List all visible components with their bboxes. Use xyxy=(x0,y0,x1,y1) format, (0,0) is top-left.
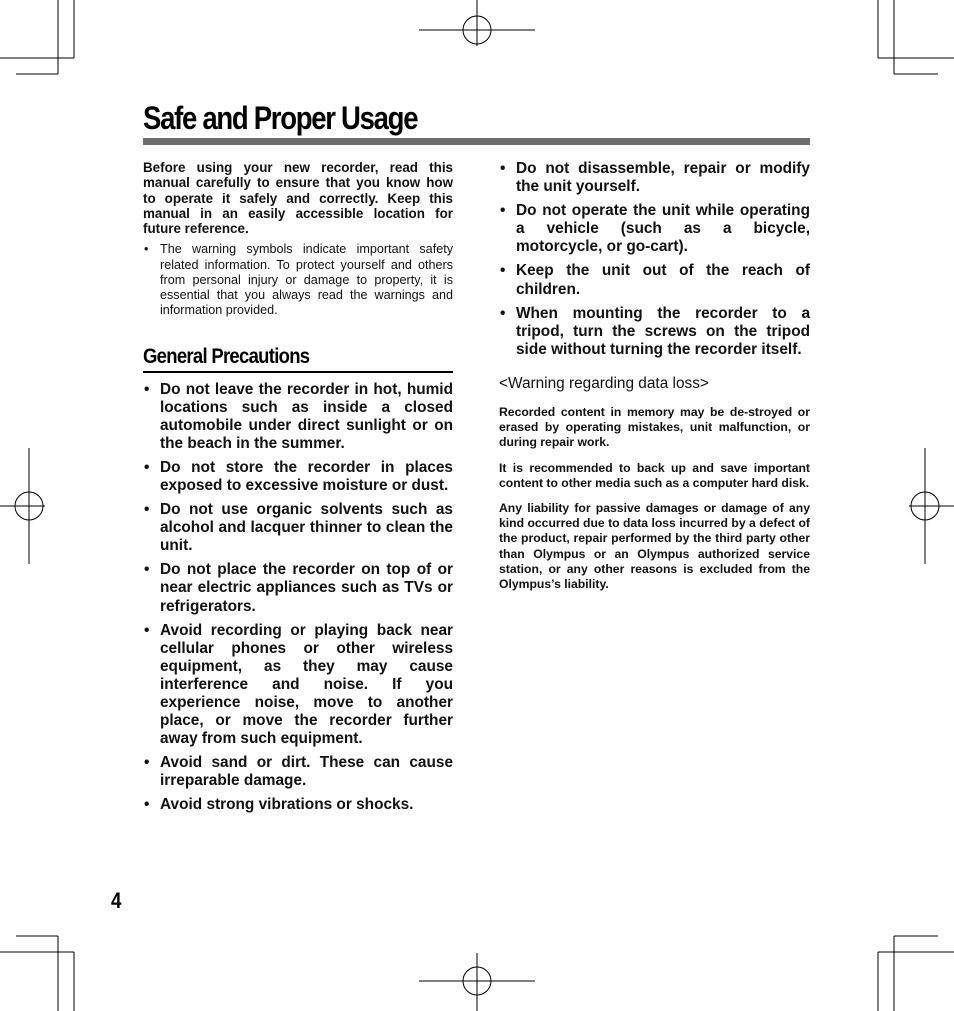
intro-note: • The warning symbols indicate important safety related information. To protect yourself and others from personal injury or damage to property, it is essential that you always read the warnings and information provided. xyxy=(143,242,453,318)
data-loss-paragraph: Any liability for passive damages or damage of any kind occurred due to data loss incurred by a defect of the product, repair performed by the third party other than Olympus or an Olympus authorized service station, or any other reasons is excluded from the Olympus’s liability. xyxy=(499,500,810,591)
section-heading-rule xyxy=(143,371,453,373)
page-title: Safe and Proper Usage xyxy=(143,100,418,136)
precaution-item: • Avoid recording or playing back near cellular phones or other wireless equipment, as they may cause interference and noise. If you experience noise, move to another place, or move the recorder further away from such equipment. xyxy=(143,622,453,749)
precaution-item: • Do not operate the unit while operating a vehicle (such as a bicycle, motorcycle, or go-cart). xyxy=(499,202,810,256)
precaution-item: • Do not use organic solvents such as alcohol and lacquer thinner to clean the unit. xyxy=(143,501,453,555)
precautions-list-right xyxy=(499,160,810,359)
precaution-item: • Avoid sand or dirt. These can cause irreparable damage. xyxy=(143,754,453,790)
precaution-item: • Avoid strong vibrations or shocks. xyxy=(143,796,453,814)
precaution-item: • Do not store the recorder in places exposed to excessive moisture or dust. xyxy=(143,459,453,495)
right-column xyxy=(499,160,810,592)
data-loss-paragraph: It is recommended to back up and save important content to other media such as a computer hard disk. xyxy=(499,460,810,490)
precaution-item: • Keep the unit out of the reach of children. xyxy=(499,262,810,298)
intro-notes xyxy=(143,242,453,318)
precaution-item: • Do not disassemble, repair or modify the unit yourself. xyxy=(499,160,810,196)
precaution-item: • Do not leave the recorder in hot, humid locations such as inside a closed automobile under direct sunlight or on the beach in the summer. xyxy=(143,381,453,453)
left-column xyxy=(143,160,453,821)
precaution-item: • Do not place the recorder on top of or near electric appliances such as TVs or refrigerators. xyxy=(143,561,453,615)
precaution-item: • When mounting the recorder to a tripod, turn the screws on the tripod side without turning the recorder itself. xyxy=(499,305,810,359)
section-heading-general-precautions: General Precautions xyxy=(143,344,310,368)
intro-paragraph: Before using your new recorder, read this manual carefully to ensure that you know how to operate it safely and correctly. Keep this manual in an easily accessible location for future reference. xyxy=(143,160,453,237)
title-underline-bar xyxy=(143,138,810,145)
precautions-list-left xyxy=(143,381,453,815)
data-loss-heading: <Warning regarding data loss> xyxy=(499,374,709,392)
data-loss-paragraph: Recorded content in memory may be de-stroyed or erased by operating mistakes, unit malfunction, or during repair work. xyxy=(499,404,810,450)
page-number: 4 xyxy=(111,888,122,913)
